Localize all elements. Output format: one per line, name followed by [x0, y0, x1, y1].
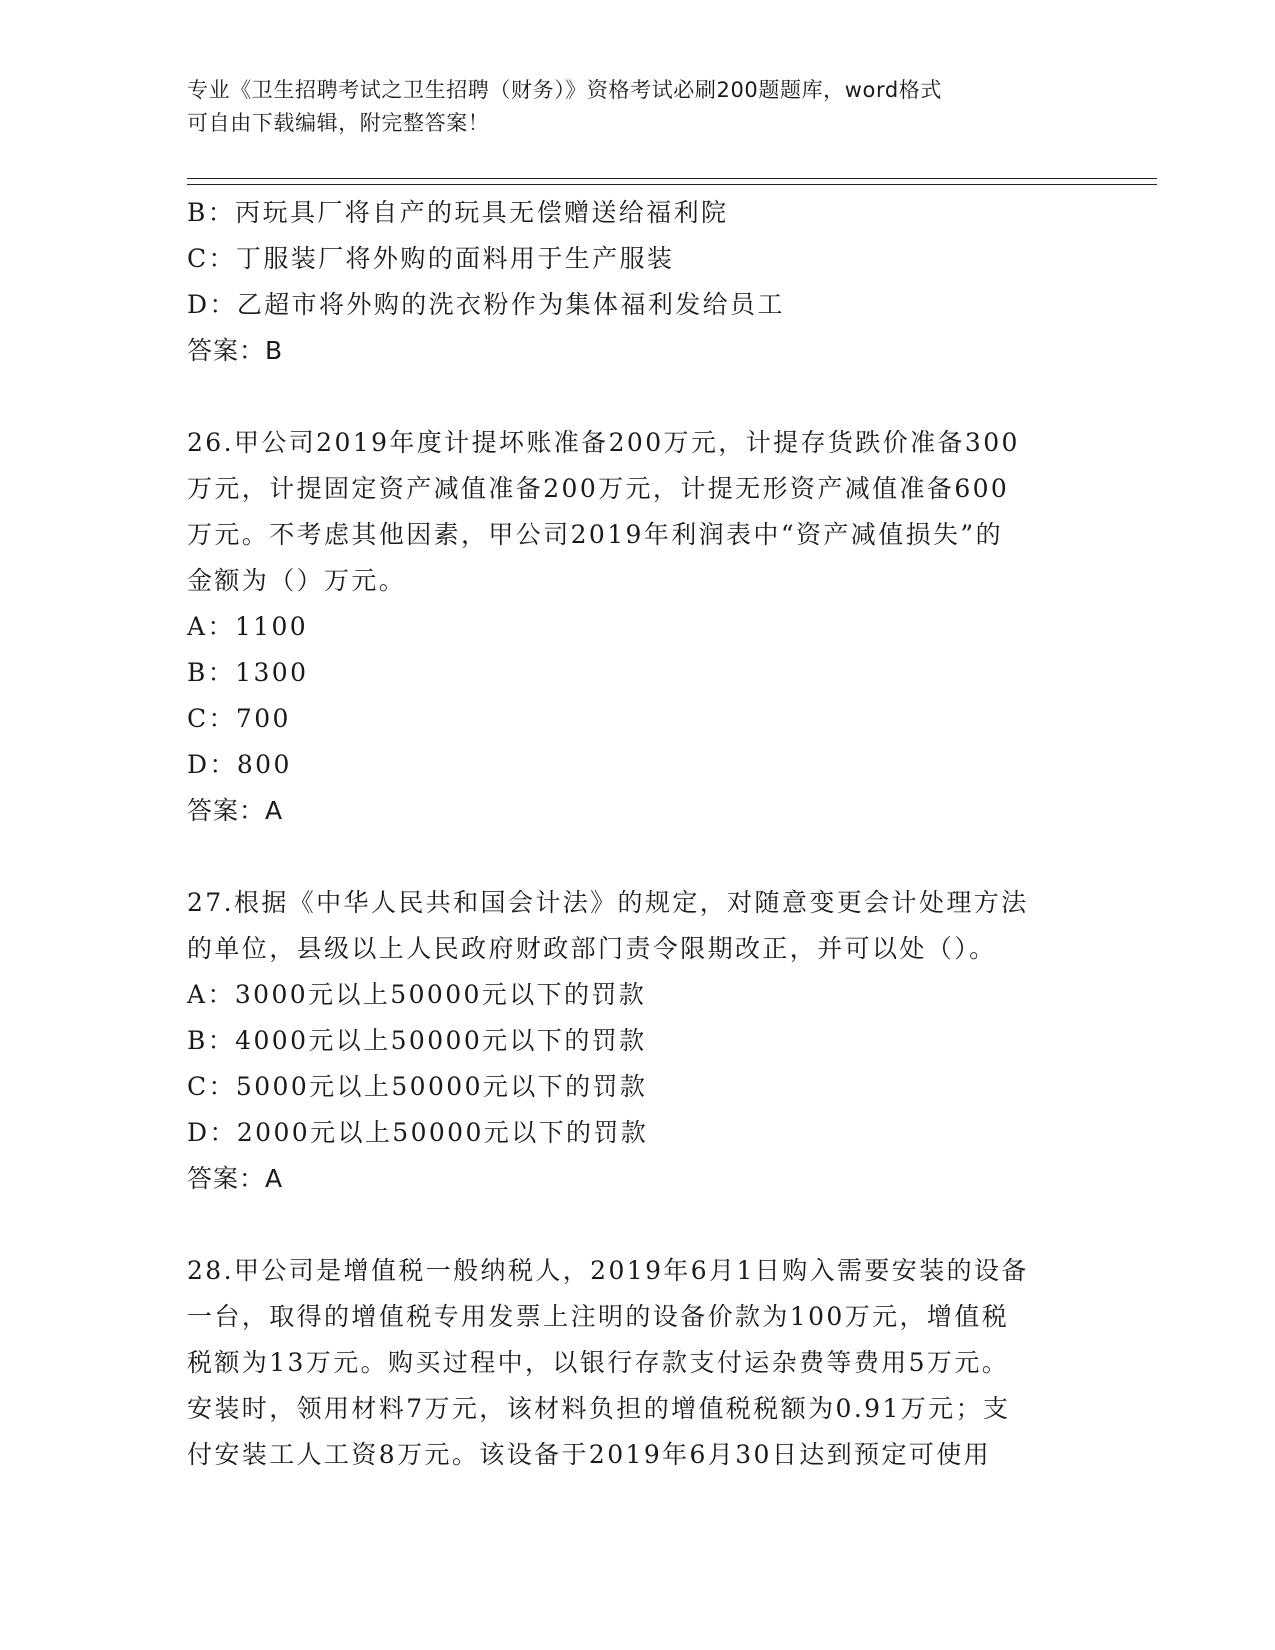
header-divider-bottom — [187, 184, 1157, 185]
document-body — [187, 190, 1087, 1478]
spacer — [187, 1202, 1087, 1248]
question-text-line: 一台，取得的增值税专用发票上注明的设备价款为100万元，增值税 — [187, 1302, 1010, 1331]
answer: 答案：A — [187, 1164, 284, 1193]
option-a: A：1100 — [187, 612, 309, 641]
header-divider-top — [187, 178, 1157, 179]
option-c: C：丁服装厂将外购的面料用于生产服装 — [187, 244, 675, 273]
question-text-line: 万元，计提固定资产减值准备200万元，计提无形资产减值准备600 — [187, 474, 1010, 503]
question-text-line: 27.根据《中华人民共和国会计法》的规定，对随意变更会计处理方法 — [187, 888, 1029, 917]
header-line-2: 可自由下载编辑，附完整答案！ — [187, 111, 490, 135]
option-d: D：800 — [187, 750, 292, 779]
option-d: D：乙超市将外购的洗衣粉作为集体福利发给员工 — [187, 290, 785, 319]
question-text-line: 安装时，领用材料7万元，该材料负担的增值税税额为0.91万元；支 — [187, 1394, 1011, 1423]
answer: 答案：A — [187, 796, 284, 825]
question-26 — [187, 420, 1087, 834]
answer: 答案：B — [187, 336, 284, 365]
option-a: A：3000元以上50000元以下的罚款 — [187, 980, 647, 1009]
question-25-tail — [187, 190, 1087, 374]
question-text-line: 税额为13万元。购买过程中，以银行存款支付运杂费等费用5万元。 — [187, 1348, 1010, 1377]
question-text-line: 28.甲公司是增值税一般纳税人，2019年6月1日购入需要安装的设备 — [187, 1256, 1029, 1285]
option-b: B：丙玩具厂将自产的玩具无偿赠送给福利院 — [187, 198, 729, 227]
spacer — [187, 374, 1087, 420]
question-27 — [187, 880, 1087, 1202]
question-text-line: 万元。不考虑其他因素，甲公司2019年利润表中“资产减值损失”的 — [187, 520, 1003, 549]
header-line-1: 专业《卫生招聘考试之卫生招聘（财务）》资格考试必刷200题题库，word格式 — [187, 78, 942, 102]
spacer — [187, 834, 1087, 880]
question-text-line: 金额为（）万元。 — [187, 566, 407, 595]
question-text-line: 的单位，县级以上人民政府财政部门责令限期改正，并可以处（）。 — [187, 934, 997, 963]
option-d: D：2000元以上50000元以下的罚款 — [187, 1118, 649, 1147]
option-c: C：700 — [187, 704, 291, 733]
option-b: B：1300 — [187, 658, 309, 687]
option-c: C：5000元以上50000元以下的罚款 — [187, 1072, 648, 1101]
document-header — [187, 74, 1087, 140]
question-28 — [187, 1248, 1087, 1478]
question-text-line: 26.甲公司2019年度计提坏账准备200万元，计提存货跌价准备300 — [187, 428, 1020, 457]
question-text-line: 付安装工人工资8万元。该设备于2019年6月30日达到预定可使用 — [187, 1440, 992, 1469]
option-b: B：4000元以上50000元以下的罚款 — [187, 1026, 647, 1055]
